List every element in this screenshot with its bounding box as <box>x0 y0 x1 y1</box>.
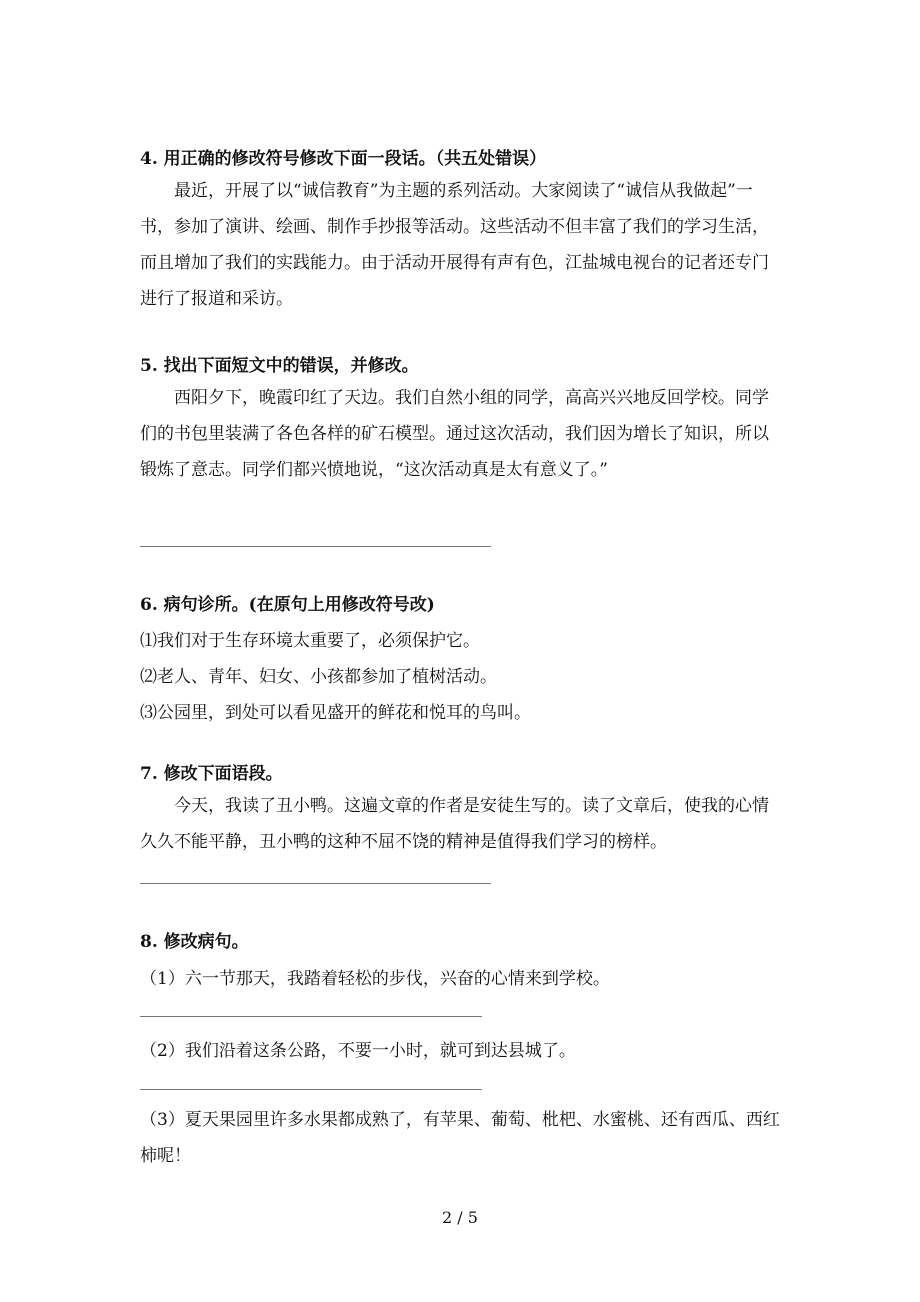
question-8-item-3: （3）夏天果园里许多水果都成熟了，有苹果、葡萄、枇杷、水蜜桃、还有西瓜、西红柿呢！ <box>140 1110 780 1166</box>
question-6-title: 6. 病句诊所。(在原句上用修改符号改) <box>140 595 435 615</box>
answer-line-q8-1 <box>140 1016 482 1017</box>
answer-line-q7 <box>140 883 491 884</box>
question-7-paragraph <box>140 788 780 860</box>
question-6-item-3: ⑶公园里，到处可以看见盛开的鲜花和悦耳的鸟叫。 <box>140 703 531 723</box>
question-6-item-2: ⑵老人、青年、妇女、小孩都参加了植树活动。 <box>140 667 497 687</box>
question-4-text: 最近，开展了以“诚信教育”为主题的系列活动。大家阅读了“诚信从我做起”一书，参加了演讲、绘画、制作手抄报等活动。这些活动不但丰富了我们的学习生活，而且增加了我们的实践能力。由于活动开展得有声有色，江盐城电视台的记者还专门进行了报道和采访。 <box>140 181 769 309</box>
question-4-title: 4. 用正确的修改符号修改下面一段话。（共五处错误） <box>140 149 547 169</box>
question-5-paragraph <box>140 380 780 488</box>
question-8-item-3-paragraph <box>140 1102 780 1174</box>
page-number: 2 / 5 <box>442 1208 478 1227</box>
question-7-text: 今天，我读了丑小鸭。这遍文章的作者是安徒生写的。读了文章后，使我的心情久久不能平静，丑小鸭的这种不屈不饶的精神是值得我们学习的榜样。 <box>140 796 769 852</box>
answer-line-q5 <box>140 546 491 547</box>
question-8-item-2: （2）我们沿着这条公路，不要一小时，就可到达县城了。 <box>140 1041 576 1061</box>
question-8-item-1: （1）六一节那天，我踏着轻松的步伐，兴奋的心情来到学校。 <box>140 969 610 989</box>
question-8-title: 8. 修改病句。 <box>140 932 249 952</box>
question-6-item-1: ⑴我们对于生存环境太重要了，必须保护它。 <box>140 631 480 651</box>
question-4-paragraph <box>140 173 780 317</box>
question-5-title: 5. 找出下面短文中的错误，并修改。 <box>140 356 419 376</box>
question-5-text: 西阳夕下，晚霞印红了天边。我们自然小组的同学，高高兴兴地反回学校。同学们的书包里装满了各色各样的矿石模型。通过这次活动，我们因为增长了知识，所以锻炼了意志。同学们都兴愤地说，“这次活动真是太有意义了。” <box>140 388 769 480</box>
answer-line-q8-2 <box>140 1089 482 1090</box>
question-7-title: 7. 修改下面语段。 <box>140 764 283 784</box>
